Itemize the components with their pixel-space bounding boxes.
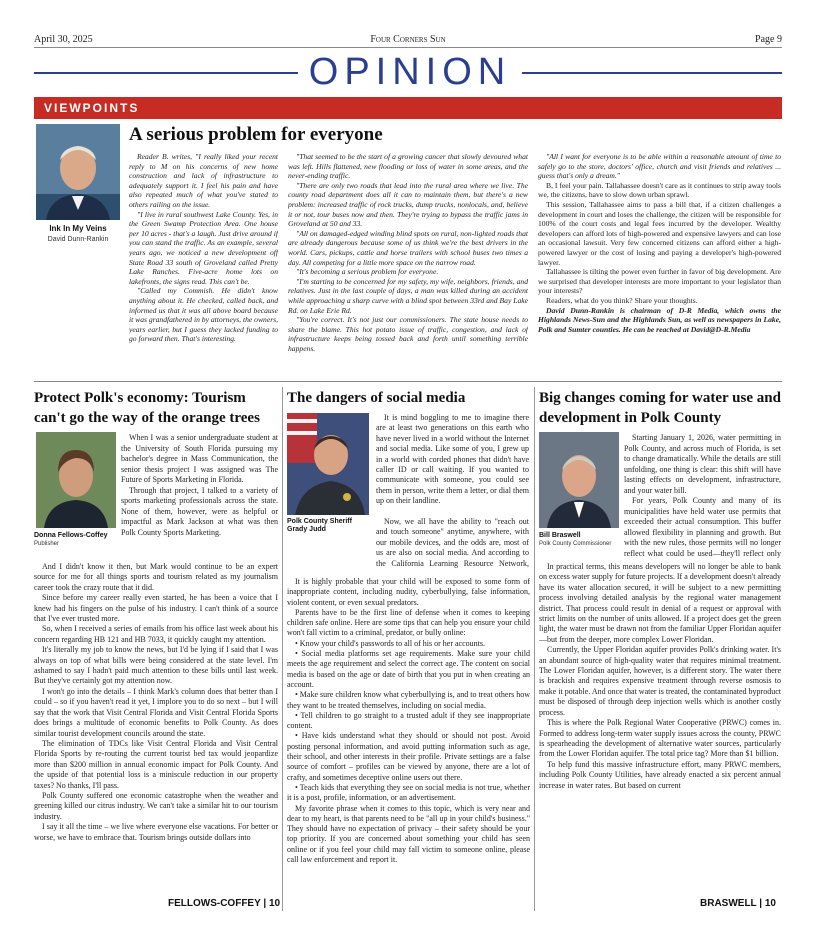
section-rule-left — [34, 72, 298, 74]
section-rule-right — [522, 72, 782, 74]
column-paragraph: This session, Tallahassee aims to pass a bill that, if a citizen challenges a development in court and loses the challenge, the citizen will be responsible for 100% of the court costs and legal fees incurred by the developer. Wealthy developers can afford lots of high-powered and expensive lawyers and can lose an occasional lawsuit. Very few concerned citizens can afford either a high-powered lawyer or the cost of losing and paying a developer's high-powered lawyer. — [538, 199, 781, 267]
section-title: OPINION — [308, 51, 512, 93]
article-paragraph: It's literally my job to know the news, but I'd be lying if I said that I was always on top of what bills were being considered at the state level. I'm ashamed to say I hadn't paid much attention to these bills until last week. But they've certainly got my attention now. — [34, 645, 278, 686]
jump-line-fellows-coffey: FELLOWS-COFFEY | 10 — [168, 898, 281, 909]
section-header — [0, 52, 816, 92]
article-paragraph: Now, we all have the ability to "reach out and touch someone" anytime, anywhere, with our mobile devices, and the odds are, most of us are also on social media. And according to the California Learning Resource Network, — [376, 517, 529, 568]
article-paragraph: To help fund this massive infrastructure effort, many PRWC members, including Polk County Utilities, have already enacted a six percent annual increase in water rates. But based on current — [539, 759, 781, 790]
author-photo-dunn-rankin — [36, 124, 120, 220]
article-bullet: • Know your child's passwords to all of his or her accounts. — [295, 638, 485, 648]
author-photo-fellows-coffey — [36, 432, 116, 528]
article-headline-social-media: The dangers of social media — [287, 390, 466, 406]
section-divider — [34, 381, 782, 382]
article-body-social — [287, 577, 530, 907]
article-paragraph: This is where the Polk Regional Water Cooperative (PRWC) comes in. Formed to address long-term water supply issues across the county, PRWC is spearheading the development of alternative water sources, particularly from the Lower Floridan aquifer. The total price tag? More than $1 billion. — [539, 718, 781, 759]
column-paragraph: "You're correct. It's not just our commissioners. The state house needs to share the blame. This hot potato issue of traffic, congestion, and lack of infrastructure keeps being tossed back and forth until something terrible happens. — [288, 315, 528, 353]
paper-name: Four Corners Sun — [370, 34, 446, 45]
author-name-braswell: Bill Braswell — [539, 532, 581, 539]
article-body-tourism — [34, 562, 278, 894]
column-paragraph: "All I want for everyone is to be able within a reasonable amount of time to safely go to the store, doctors' office, church and visit friends and relatives ... guess that's only a dream." — [538, 152, 781, 181]
article-bullet: • Make sure children know what cyberbullying is, and to treat others how they want to be treated themselves, including on social media. — [287, 690, 530, 710]
article-paragraph: Parents have to be the first line of defense when it comes to keeping children safe online. Here are some tips that can help you ensure your child won't fall victim to a criminal, predator, or bully online: — [287, 607, 530, 638]
column-body-part1 — [129, 152, 278, 374]
author-photo-braswell — [539, 432, 619, 528]
article-paragraph: For years, Polk County and many of its municipalities have held water use permits that exceeded their actual consumption. This buffer allowed flexibility in planning and growth. But with the new rules, those permits will no longer reflect what could be used—they'll reflect only — [624, 496, 781, 558]
column-paragraph: "It's becoming a serious problem for everyone. — [296, 267, 439, 277]
article-paragraph: My favorite phrase when it comes to this topic, which is very near and dear to my heart, is that parents need to be "all up in your child's business." They should have no expectation of privacy – their safety should be your top priority. If you are concerned about something your child has seen online or if you feel your child may fall victim to someone online, please call law enforcement and report it. — [287, 803, 530, 865]
column-paragraph: "All on damaged-edged winding blind spots on rural, non-lighted roads that are already dangerous because some of us think we're the best drivers in the world. Cars, pickups, cattle and horse trailers with school buses two times a day. All competing for a little more space on the narrow road. — [288, 228, 528, 267]
page-number: Page 9 — [755, 34, 782, 45]
column-paragraph: Tallahassee is tilting the power even further in favor of big development. Are we surprised that developer interests are more important to your legislator than your interests? — [538, 267, 781, 296]
issue-date: April 30, 2025 — [34, 34, 93, 45]
article-paragraph: Since before my career really even started, he has been a voice that I knew had his fingers on the pulse of his industry. I can't think of a source that I've ever trusted more. — [34, 593, 278, 624]
column-paragraph: Readers, what do you think? Share your thoughts. — [546, 295, 698, 305]
column-paragraph: Reader B. writes, "I really liked your recent reply to M on his concerns of new home construction and lack of infrastructure to adequately support it. I feel his pain and have also repeated much of what you've stated to others railing on the issue. — [129, 152, 278, 209]
article-body-water — [539, 562, 781, 894]
column-paragraph: "Called my Commish. He didn't know anything about it. He checked, called back, and informed us that it was all above board because it was grandfathered in by attorneys, the owners, years earlier, but I guess they lacked funding to go forward then. That's interesting. — [129, 286, 278, 344]
article-paragraph: Through that project, I talked to a variety of sports marketing professionals across the state. None of them, however, were as helpful or impactful as Mark Jackson at what was then Polk County Sports Marketing. — [121, 485, 278, 537]
column-label: Ink In My Veins — [49, 224, 107, 233]
article-paragraph: Starting January 1, 2026, water permitting in Polk County, and across much of Florida, is set to change dramatically. While the details are still unfolding, one thing is clear: this shift will have lasting effects on development, infrastructure, and your water bill. — [624, 433, 781, 495]
article-paragraph: When I was a senior undergraduate student at the University of South Florida pursuing my bachelor's degree in Mass Communication, the senior thesis project I was assigned was The Future of Sports Marketing in Florida. — [121, 433, 278, 484]
article-body-social-mid — [376, 517, 529, 569]
article-paragraph: So, when I received a series of emails from his office last week about his concern regarding HB 121 and HB 7033, it quickly caught my attention. — [34, 624, 278, 644]
article-bullet: • Tell children to go straight to a trusted adult if they see inappropriate content. — [287, 710, 530, 731]
article-bullet: • Have kids understand what they should or should not post. Avoid posting personal information, and avoid putting information such as age, their school, and other interests in their profile. Private settings are a false source of comfort – profiles can be viewed by anyone, there are a lot of crafty, and sometimes deceptive online users out there. — [287, 731, 530, 782]
column-author-bio: David Dunn-Rankin is chairman of D-R Media, which owns the Highlands News-Sun and the Highlands Sun, as well as newspapers in Lake, Polk and Sumter counties. He can be reached at David@D-R.Media — [538, 305, 781, 334]
column-paragraph: "I'm starting to be concerned for my safety, my wife, neighbors, friends, and relatives. Just in the last couple of days, a man was killed during an accident while approaching a sharp curve with a blind spot between 33rd and Bay Lake Rd. on Lake Erie Rd. — [288, 276, 528, 315]
column-divider — [534, 387, 535, 911]
article-paragraph: I won't go into the details – I think Mark's column does that better than I could – so if you haven't read it yet, I implore you to do so next – but I will say that the work that Visit Central Florida and Visit Central Florida Sports does brings a multitude of economic benefits to Polk County. As does similar tourist development councils around the state. — [34, 686, 278, 738]
header-rule — [34, 47, 782, 48]
jump-line-braswell: BRASWELL | 10 — [700, 898, 776, 909]
article-paragraph: And I didn't know it then, but Mark would continue to be an expert source for me for all things sports and tourism related as my journalism career took the crazy route that it did. — [34, 562, 278, 592]
column-headline: A serious problem for everyone — [129, 124, 383, 145]
column-author: David Dunn-Rankin — [47, 236, 109, 243]
viewpoints-banner: VIEWPOINTS — [34, 97, 782, 119]
article-bullet: • Teach kids that everything they see on social media is not true, whether it is a post, profile, information, or an advertisement. — [287, 782, 530, 803]
column-paragraph: "There are only two roads that lead into the rural area where we live. The county road department does all it can to maintain them, but there's a new problem: increased traffic of rock trucks, dump trucks, nonlocals, and, believe it or not, tour buses now and then. They're trying to bypass the traffic jams in Groveland at 50 and 33. — [288, 180, 528, 229]
column-paragraph: B, I feel your pain. Tallahassee doesn't care as it continues to strip away tools we, the citizens, have to slow down urban sprawl. — [538, 180, 781, 200]
author-photo-judd — [287, 413, 369, 515]
column-body-part2 — [288, 152, 528, 374]
article-paragraph: I say it all the time – we live where everyone else vacations. For better or worse, we have to embrace that. Tourism brings outside dollars into — [34, 822, 278, 842]
article-paragraph: It is highly probable that your child will be exposed to some form of inappropriate content, including nudity, cyberbullying, false information, violent content, or even sexual predators. — [287, 577, 530, 607]
article-body-tourism-top — [121, 433, 278, 559]
article-bullet: • Social media platforms set age requirements. Make sure your child meets the age requirement and select the correct age. The content on social media is based on the age or date of birth that you put in when creating an account. — [287, 649, 530, 689]
article-headline-tourism: Protect Polk's economy: Tourism can't go the way of the orange trees — [34, 390, 260, 426]
author-role-publisher: Publisher — [34, 541, 60, 547]
column-divider — [282, 387, 283, 911]
column-paragraph: "That seemed to be the start of a growing cancer that slowly devoured what was left. Hills flattened, new flooding or loss of water in some areas, and the never-ending traffic. — [288, 152, 528, 181]
article-body-water-top — [624, 433, 781, 559]
article-headline-water: Big changes coming for water use and development in Polk County — [539, 390, 781, 426]
author-name-fellows-coffey: Donna Fellows-Coffey — [34, 532, 108, 539]
column-paragraph: "I live in rural southwest Lake County. Yes, in the Green Swamp Protection Area. One house per 10 acres - that's a laugh. Just drive around if you can stand the traffic. As an example, several years ago, we noticed a new development off State Road 33 south of Groveland called Pretty Lake Ranches. Five-acre home lots on lakefronts, the signs read. This can't be. — [129, 209, 278, 286]
author-role-commissioner: Polk County Commissioner — [539, 541, 612, 547]
article-paragraph: In practical terms, this means developers will no longer be able to bank on excess water supply for future projects. If a development doesn't already have its water allocation secured, it will be subject to a new permitting process involving detailed analysis by the regional water management district. That process could result in denial of a request or approval with strict limits on the number of units allowed. If a project does get the green light, the water must be drawn not from the familiar Upper Floridan aquifer—but from the deeper, more complex Lower Floridan. — [539, 562, 781, 644]
article-paragraph: Currently, the Upper Floridan aquifer provides Polk's drinking water. It's an abundant source of high-quality water that requires minimal treatment. The Lower Floridan aquifer, however, is a different story. The water there is brackish and requires expensive treatment through reverse osmosis to make it potable. And once that water is treated, the contaminated byproduct must be disposed of through deep injection wells which is another costly process. — [539, 645, 781, 717]
article-paragraph: Polk County suffered one economic catastrophe when the weather and greening killed our citrus industry. We can't take a similar hit to our tourism industry. — [34, 790, 278, 821]
column-body-part3 — [538, 152, 781, 374]
article-paragraph: It is mind boggling to me to imagine there are at least two generations on this earth who have never lived in a world without the Internet and social media. Like some of you, I grew up in a world with corded phones that didn't have caller ID or call waiting. If you wanted to communicate with someone, you could see them in person, write them a letter, or dial them up on their landline. — [376, 413, 529, 506]
author-name-judd: Polk County Sheriff Grady Judd — [287, 518, 352, 533]
article-paragraph: The elimination of TDCs like Visit Central Florida and Visit Central Florida Sports by re-routing the current tourist bed tax would jeopardize more than $200 million in annual economic impact for Polk County. And the upside of that potential loss is a miniscule reduction in our property taxes? No thanks, I'll pass. — [34, 738, 278, 790]
